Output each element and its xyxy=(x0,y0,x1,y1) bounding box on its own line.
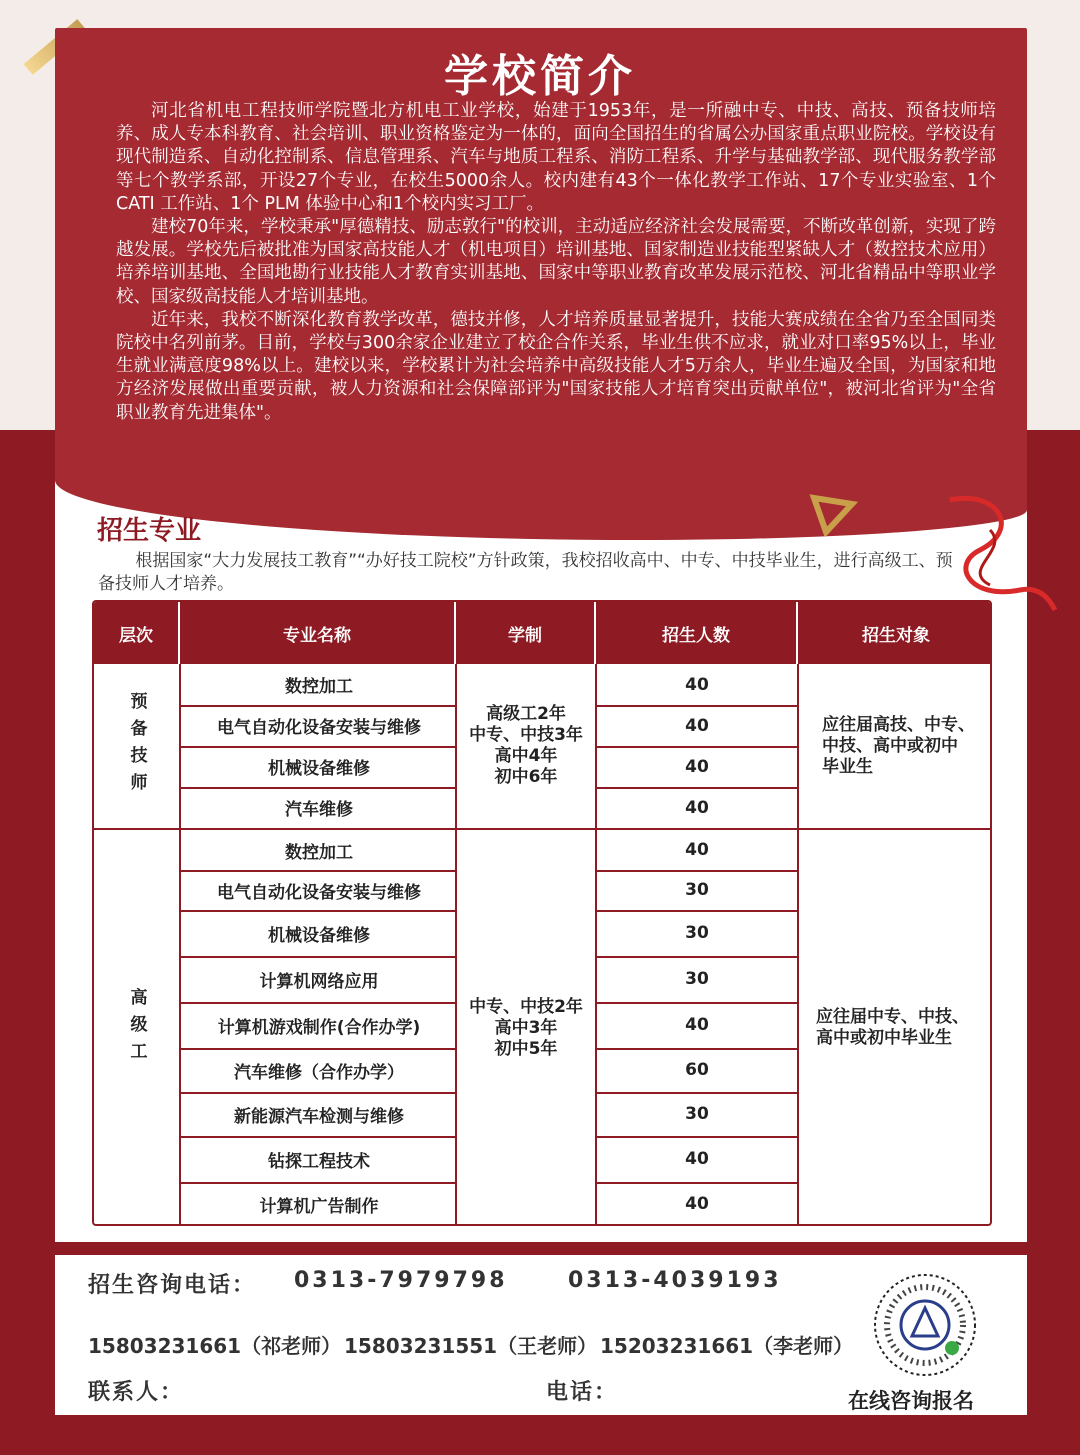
section-title: 招生专业 xyxy=(97,516,202,546)
phone-number[interactable]: 0313-7979798 xyxy=(294,1268,508,1293)
target-cell xyxy=(822,664,992,828)
header-major: 专业名称 xyxy=(180,602,456,664)
count-cell: 40 xyxy=(685,715,709,736)
row-divider xyxy=(596,910,798,912)
count-cell: 30 xyxy=(685,1104,709,1124)
count-cell: 40 xyxy=(685,840,709,860)
row-divider xyxy=(596,746,798,748)
count-cell: 30 xyxy=(685,969,709,989)
duration-line: 初中5年 xyxy=(494,1038,558,1059)
row-divider xyxy=(596,1136,798,1138)
table-row: 汽车维修（合作办学） xyxy=(234,1062,404,1083)
duration-line: 中专、中技3年 xyxy=(469,725,583,745)
row-divider xyxy=(596,787,798,789)
count-cell: 40 xyxy=(685,1149,709,1169)
count-cell: 30 xyxy=(685,923,709,943)
table-row: 新能源汽车检测与维修 xyxy=(234,1106,404,1127)
table-row: 机械设备维修 xyxy=(268,925,370,946)
row-divider xyxy=(596,870,798,872)
row-divider xyxy=(180,746,456,748)
table-row: 机械设备维修 xyxy=(268,759,370,779)
duration-line: 高中3年 xyxy=(494,1017,558,1038)
row-divider xyxy=(180,787,456,789)
row-divider xyxy=(596,1002,798,1004)
row-divider xyxy=(180,705,456,707)
contact-person-label: 联系人： xyxy=(88,1380,185,1405)
duration-cell xyxy=(457,664,595,828)
table-row: 汽车维修 xyxy=(285,800,353,820)
row-divider xyxy=(596,1182,798,1184)
intro-paragraph: 近年来，我校不断深化教育教学改革，德技并修，人才培养质量显著提升，技能大赛成绩在全省乃至全国同类院校中名列前茅。目前，学校与300余家企业建立了校企合作关系，毕业生供不应求，就业对口率95%以上，毕业生就业满意度98%以上。建校以来，学校累计为社会培养中高级技能人才5万余人，毕业生遍及全国，为国家和地方经济发展做出重要贡献，被人力资源和社会保障部评为"国家技能人才培育突出贡献单位"，被河北省评为"全省职业教育先进集体"。 xyxy=(116,309,996,423)
table-row: 计算机游戏制作(合作办学) xyxy=(217,1017,421,1038)
gold-triangle-icon xyxy=(808,492,858,536)
duration-line: 中专、中技2年 xyxy=(469,996,583,1017)
row-divider xyxy=(180,1048,456,1050)
row-divider xyxy=(180,1092,456,1094)
mobile-number[interactable]: 15803231661（祁老师） xyxy=(88,1334,342,1358)
duration-line: 高中4年 xyxy=(494,746,558,766)
row-divider xyxy=(180,1136,456,1138)
header-duration: 学制 xyxy=(456,602,596,664)
qr-label: 在线咨询报名 xyxy=(848,1389,974,1413)
target-line: 高中或初中毕业生 xyxy=(816,1028,952,1048)
target-line: 应往届中专、中技、 xyxy=(816,1007,969,1027)
column-divider xyxy=(797,664,799,1224)
count-cell: 40 xyxy=(685,674,709,695)
intro-paragraph: 河北省机电工程技师学院暨北方机电工业学校，始建于1953年，是一所融中专、中技、高技、预备技师培养、成人专本科教育、社会培训、职业资格鉴定为一体的，面向全国招生的省属公办国家重点职业院校。学校设有现代制造系、自动化控制系、信息管理系、汽车与地质工程系、消防工程系、升学与基础教学部、现代服务教学部等七个教学系部，开设27个专业，在校生5000余人。校内建有43个一体化教学工作站、17个专业实验室、1个 CATI 工作站、1个 PLM 体验中心和1个校内实习工厂。 xyxy=(116,101,996,214)
table-row: 钻探工程技术 xyxy=(268,1151,370,1172)
row-divider xyxy=(596,705,798,707)
mobile-number[interactable]: 15803231551（王老师） xyxy=(344,1334,598,1358)
intro-paragraph: 建校70年来，学校秉承"厚德精技、励志敦行"的校训，主动适应经济社会发展需要，不断改革创新，实现了跨越发展。学校先后被批准为国家高技能人才（机电项目）培训基地、国家制造业技能型紧缺人才（数控技术应用）培养培训基地、全国地勘行业技能人才教育实训基地、国家中等职业教育改革发展示范校、河北省精品中等职业学校、国家级高技能人才培训基地。 xyxy=(116,217,996,307)
duration-line: 初中6年 xyxy=(494,767,558,787)
table-row: 电气自动化设备安装与维修 xyxy=(217,882,421,903)
count-cell: 60 xyxy=(685,1060,709,1080)
row-divider xyxy=(180,1182,456,1184)
duration-cell xyxy=(457,830,595,1226)
mobile-number[interactable]: 15203231661（李老师） xyxy=(600,1334,854,1358)
table-row: 数控加工 xyxy=(285,842,353,863)
qr-code-icon[interactable] xyxy=(870,1270,980,1380)
tel-label: 电话： xyxy=(546,1380,619,1405)
hotline-label: 招生咨询电话： xyxy=(88,1273,257,1298)
row-divider xyxy=(180,956,456,958)
table-row: 计算机广告制作 xyxy=(259,1196,379,1217)
row-divider xyxy=(180,910,456,912)
header-target: 招生对象 xyxy=(862,625,930,646)
row-divider xyxy=(180,870,456,872)
count-cell: 40 xyxy=(685,1194,709,1214)
count-cell: 40 xyxy=(685,797,709,818)
table-row: 计算机网络应用 xyxy=(259,971,379,992)
majors-table xyxy=(92,600,992,1226)
intro-text xyxy=(116,100,996,425)
target-line: 应往届高技、中专、 xyxy=(822,714,975,735)
level-cell xyxy=(94,830,180,1226)
section-description: 根据国家“大力发展技工教育”“办好技工院校”方针政策，我校招收高中、中专、中技毕业生，进行高级工、预备技师人才培养。 xyxy=(98,551,953,594)
count-cell: 30 xyxy=(685,880,709,900)
table-row: 数控加工 xyxy=(285,677,353,697)
row-divider xyxy=(596,956,798,958)
level-label: 高级工 xyxy=(126,987,147,1069)
table-header xyxy=(94,602,992,664)
phone-number[interactable]: 0313-4039193 xyxy=(568,1268,782,1293)
table-row: 电气自动化设备安装与维修 xyxy=(217,718,421,738)
page-title: 学校简介 xyxy=(444,51,636,102)
target-line: 毕业生 xyxy=(822,756,873,777)
header-level: 层次 xyxy=(94,602,180,664)
level-label: 预备技师 xyxy=(126,692,147,800)
row-divider xyxy=(596,1048,798,1050)
row-divider xyxy=(596,1092,798,1094)
level-cell xyxy=(94,664,180,828)
count-cell: 40 xyxy=(685,756,709,777)
duration-line: 高级工2年 xyxy=(486,704,566,724)
count-cell: 40 xyxy=(685,1015,709,1035)
header-count: 招生人数 xyxy=(596,602,798,664)
target-line: 中技、高中或初中 xyxy=(822,735,958,756)
target-cell xyxy=(816,830,992,1226)
row-divider xyxy=(180,1002,456,1004)
